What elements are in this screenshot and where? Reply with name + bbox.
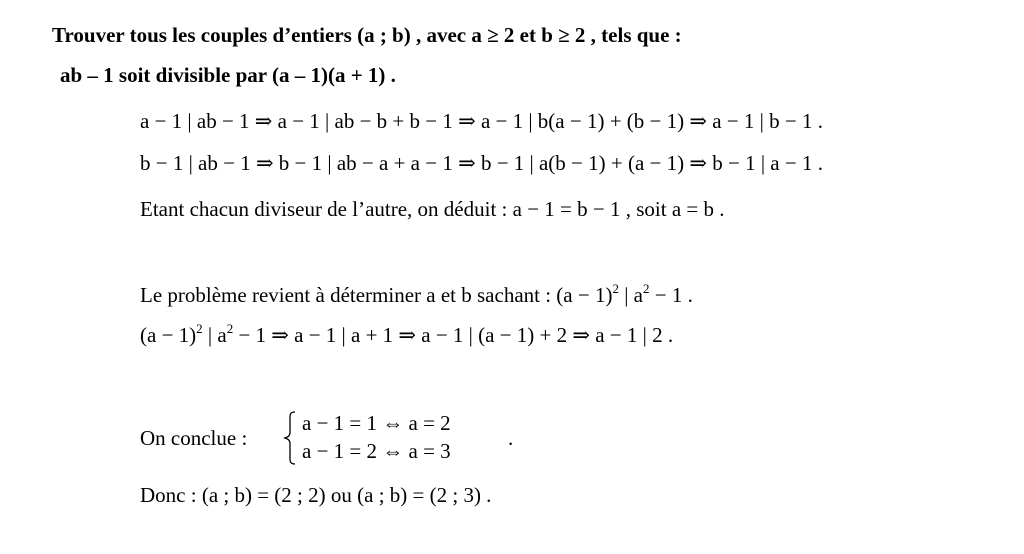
step-b-divides: b − 1 | ab − 1 ⇒ b − 1 | ab − a + a − 1 ⇒ b − 1 | a(b − 1) + (a − 1) ⇒ b − 1 | a − 1 .: [140, 151, 823, 175]
exponent: 2: [196, 321, 203, 336]
conclusion-label: On conclue :: [140, 426, 248, 450]
problem-statement-line-2: ab – 1 soit divisible par (a – 1)(a + 1) .: [60, 63, 396, 87]
exponent: 2: [643, 281, 650, 296]
reduction-mid: | a: [618, 283, 643, 307]
chain-end: − 1 ⇒ a − 1 | a + 1 ⇒ a − 1 | (a − 1) + 2 ⇒ a − 1 | 2 .: [233, 323, 674, 347]
exponent: 2: [612, 281, 619, 296]
reduction-statement: [140, 282, 693, 308]
chain-start: (a − 1): [140, 323, 197, 347]
step-a-divides: a − 1 | ab − 1 ⇒ a − 1 | ab − b + b − 1 ⇒ a − 1 | b(a − 1) + (b − 1) ⇒ a − 1 | b − 1 .: [140, 109, 823, 133]
step-deduction: Etant chacun diviseur de l’autre, on déduit : a − 1 = b − 1 , soit a = b .: [140, 197, 725, 221]
system-period: .: [508, 426, 514, 450]
reduction-text: Le problème revient à déterminer a et b sachant : (a − 1): [140, 283, 613, 307]
reduction-chain: [140, 322, 673, 348]
reduction-end: − 1 .: [649, 283, 693, 307]
system-case-1: a − 1 = 1 ⇔ a = 2: [302, 411, 451, 435]
left-brace-icon: [282, 410, 298, 466]
problem-statement-line-1: Trouver tous les couples d’entiers (a ; b) , avec a ≥ 2 et b ≥ 2 , tels que :: [52, 23, 682, 47]
system-case-2: a − 1 = 2 ⇔ a = 3: [302, 439, 451, 463]
exponent: 2: [226, 321, 234, 336]
chain-mid: | a: [202, 323, 227, 347]
final-answer: Donc : (a ; b) = (2 ; 2) ou (a ; b) = (2 ; 3) .: [140, 483, 492, 507]
